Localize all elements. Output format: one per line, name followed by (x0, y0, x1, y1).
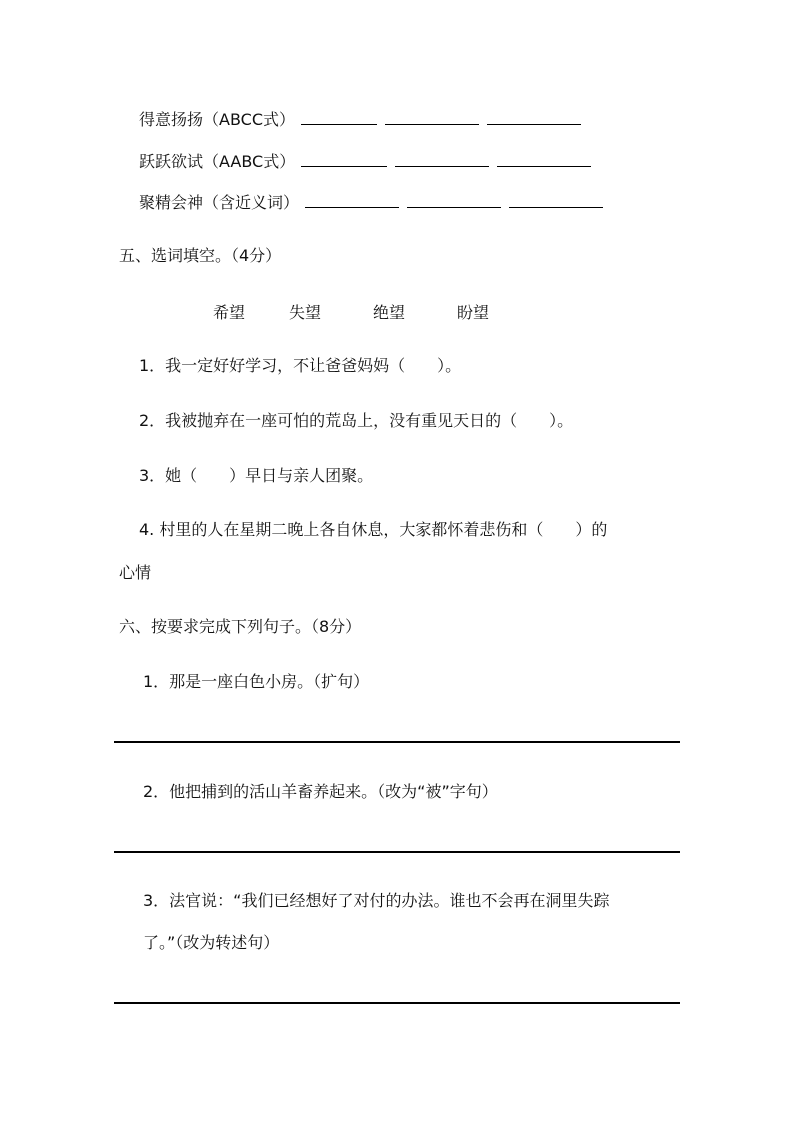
answer-blank[interactable] (301, 108, 377, 125)
sentence-question-3-line-2: 了。”（改为转述句） (143, 933, 280, 952)
answer-blank[interactable] (509, 191, 603, 208)
idiom-line-2 (139, 150, 591, 172)
sentence-question-1: 1．那是一座白色小房。（扩句） (143, 672, 370, 691)
answer-blank[interactable] (305, 191, 399, 208)
answer-blank[interactable] (385, 108, 479, 125)
fill-question-4-continuation: 心情 (119, 563, 152, 582)
idiom-label: 聚精会神（含近义词） (139, 193, 300, 212)
idiom-line-3 (139, 191, 603, 213)
answer-blank[interactable] (487, 108, 581, 125)
sentence-question-2: 2．他把捕到的活山羊畜养起来。（改为“被”字句） (143, 782, 498, 801)
word-option: 希望 (213, 303, 246, 322)
answer-blank[interactable] (497, 150, 591, 167)
answer-blank[interactable] (395, 150, 489, 167)
idiom-label: 跃跃欲试（AABC式） (139, 152, 296, 171)
fill-question-1: 1．我一定好好学习，不让爸爸妈妈（ ）。 (139, 356, 462, 375)
sentence-question-3-line-1: 3．法官说：“我们已经想好了对付的办法。谁也不会再在洞里失踪 (143, 891, 610, 910)
word-option: 失望 (289, 303, 322, 322)
fill-question-2: 2．我被抛弃在一座可怕的荒岛上，没有重见天日的（ ）。 (139, 411, 574, 430)
fill-question-3: 3．她（ ）早日与亲人团聚。 (139, 466, 374, 485)
answer-blank[interactable] (407, 191, 501, 208)
fill-question-4: 4. 村里的人在星期二晚上各自休息，大家都怀着悲伤和（ ）的 (139, 520, 608, 539)
answer-line[interactable] (114, 741, 680, 743)
answer-blank[interactable] (301, 150, 387, 167)
idiom-line-1 (139, 108, 581, 130)
idiom-label: 得意扬扬（ABCC式） (139, 110, 295, 129)
answer-line[interactable] (114, 851, 680, 853)
answer-line[interactable] (114, 1002, 680, 1004)
word-option: 绝望 (373, 303, 406, 322)
section-5-title: 五、选词填空。（4分） (119, 246, 282, 265)
word-option: 盼望 (457, 303, 490, 322)
section-6-title: 六、按要求完成下列句子。（8分） (119, 617, 362, 636)
